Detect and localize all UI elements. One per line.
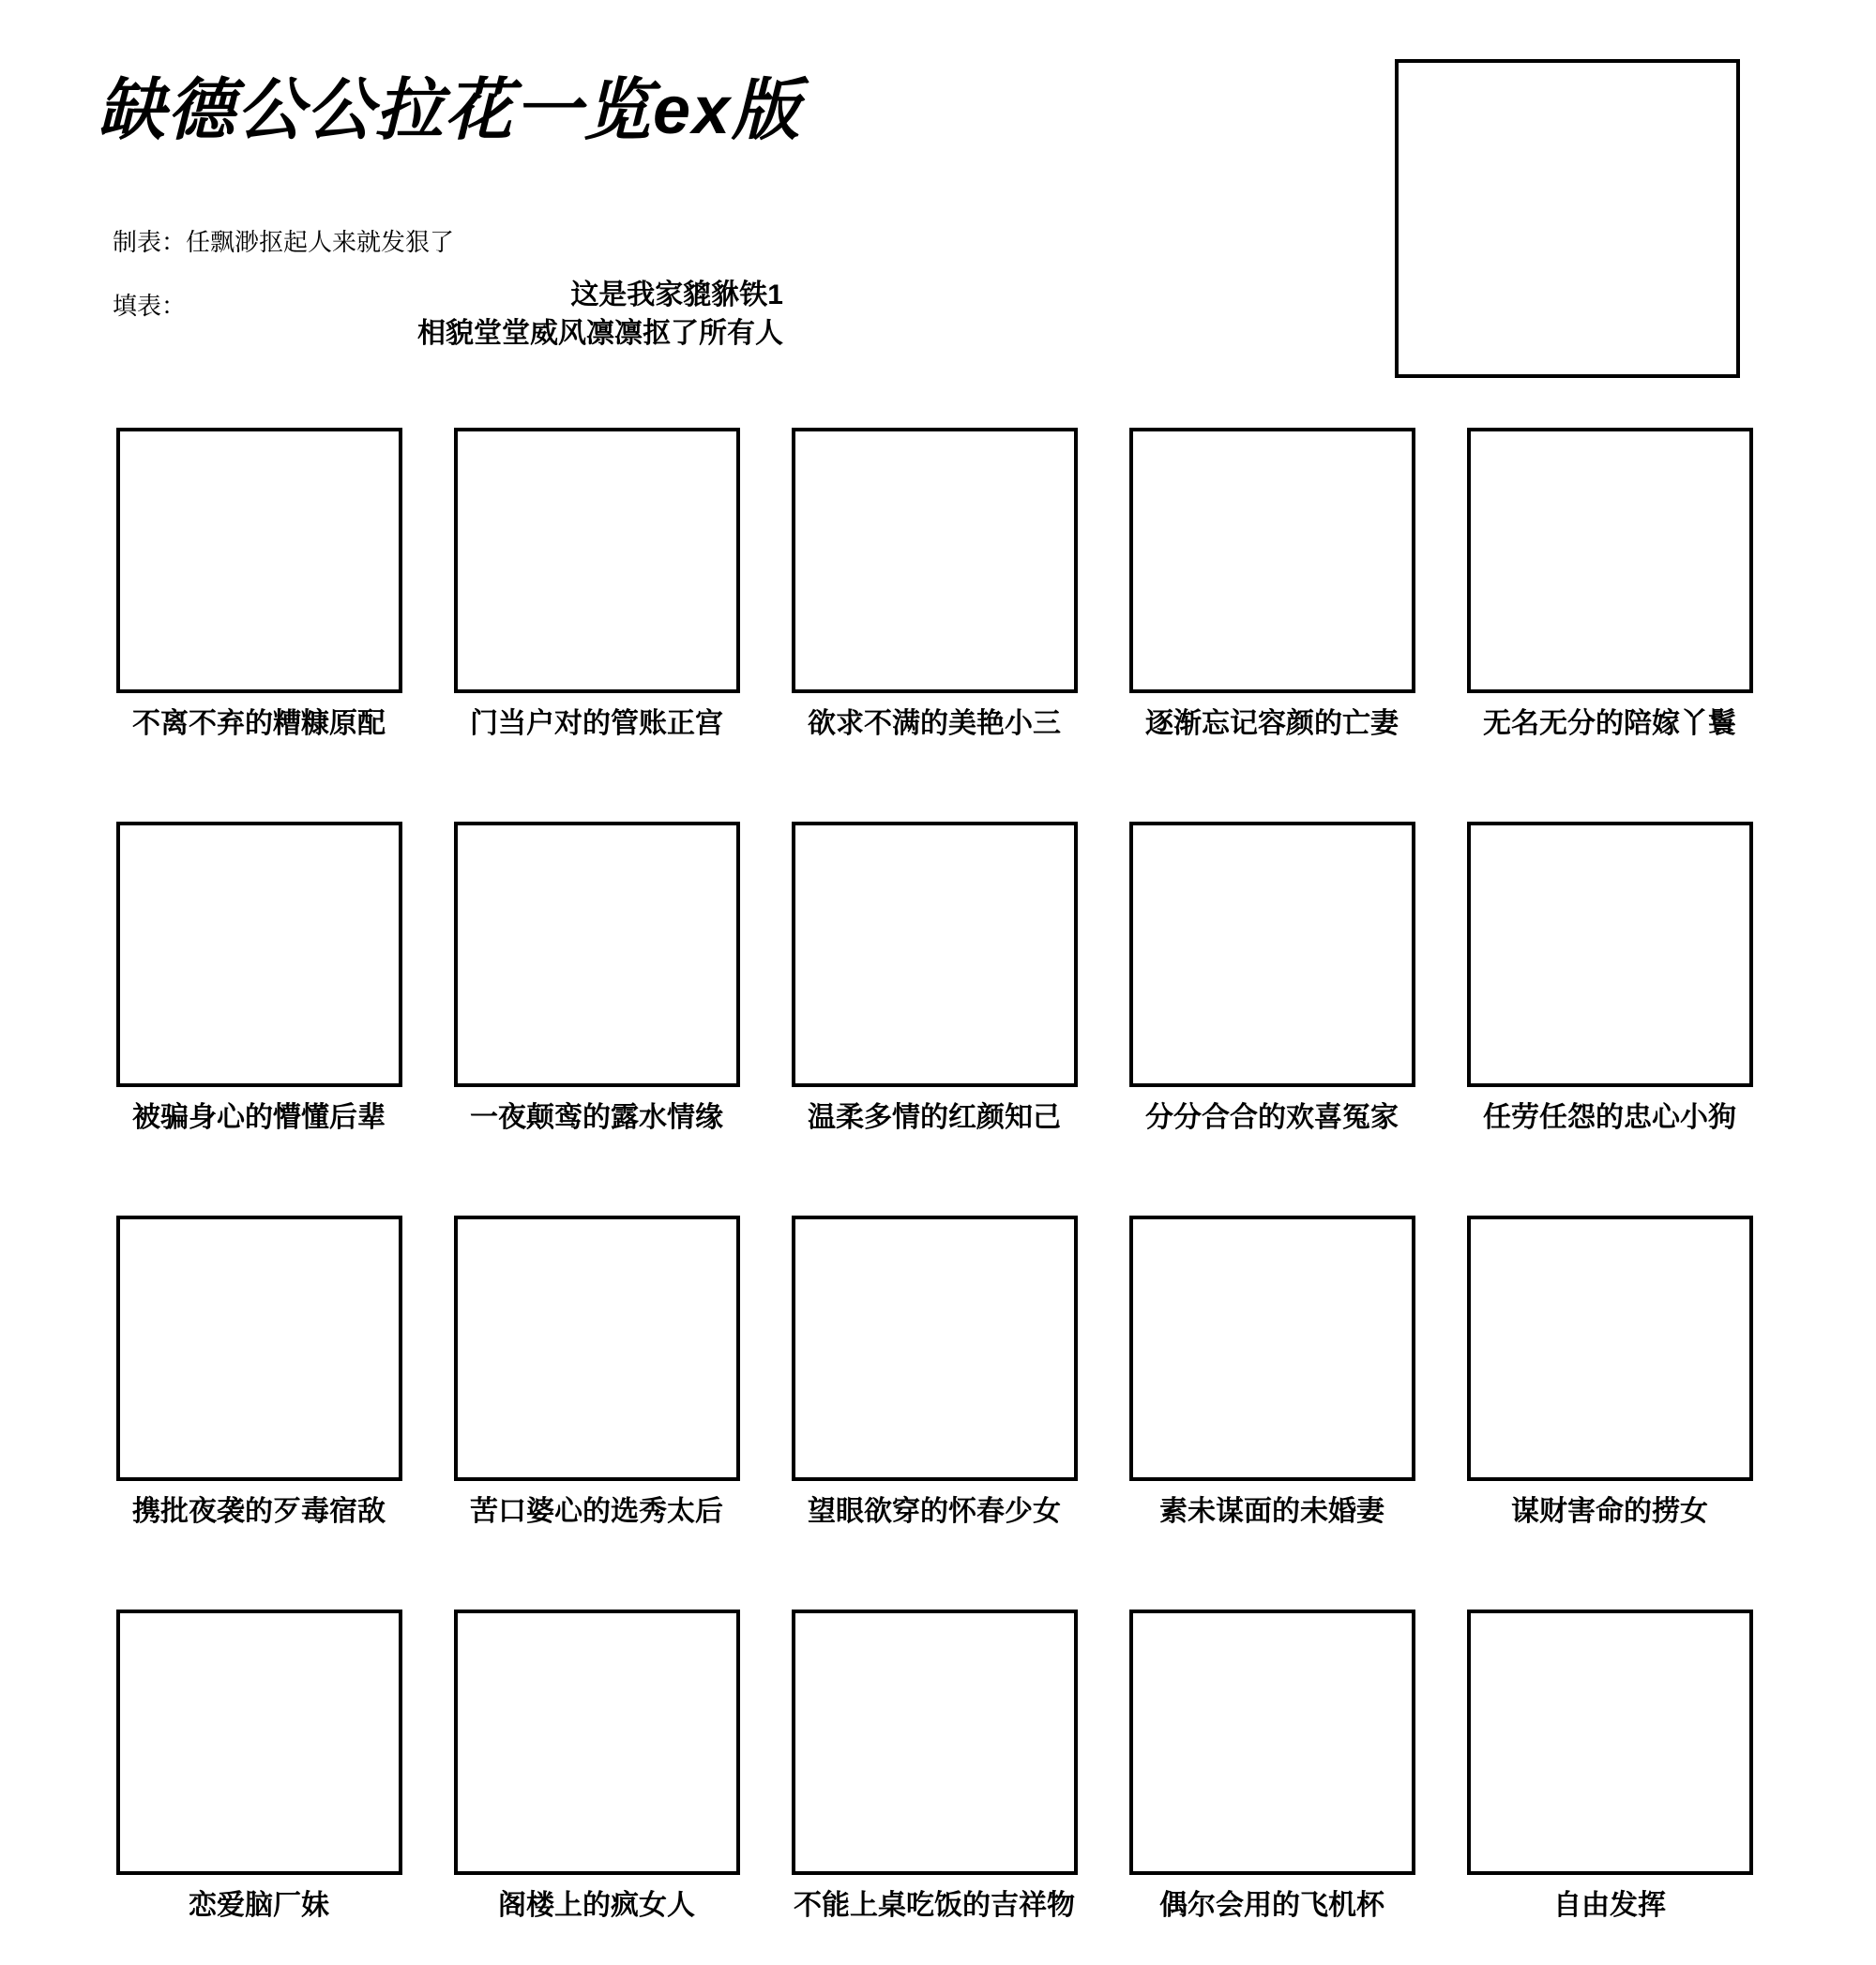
grid-row — [90, 822, 1778, 1133]
owner-caption-line-1: 这是我家貔貅铁1 — [570, 280, 783, 310]
grid-cell — [1103, 1610, 1441, 1921]
grid-row — [90, 428, 1778, 739]
cell-label: 一夜颠鸾的露水情缘 — [470, 1102, 723, 1133]
cell-label: 谋财害命的捞女 — [1511, 1496, 1708, 1527]
cell-label: 偶尔会用的飞机杯 — [1159, 1890, 1384, 1921]
image-slot[interactable] — [116, 822, 402, 1087]
row-spacer — [90, 1527, 1778, 1610]
cell-label: 不离不弃的糟糠原配 — [132, 708, 386, 739]
row-spacer — [90, 1133, 1778, 1216]
grid-cell — [1441, 428, 1778, 739]
grid-cell — [428, 822, 765, 1133]
grid-row — [90, 1216, 1778, 1527]
image-slot[interactable] — [1467, 822, 1753, 1087]
grid-cell — [1441, 822, 1778, 1133]
category-grid — [90, 428, 1778, 1921]
image-slot[interactable] — [792, 822, 1078, 1087]
image-slot[interactable] — [1467, 428, 1753, 693]
cell-label: 被骗身心的懵懂后辈 — [132, 1102, 386, 1133]
cell-label: 自由发挥 — [1553, 1890, 1666, 1921]
cell-label: 温柔多情的红颜知己 — [808, 1102, 1061, 1133]
grid-cell — [428, 1610, 765, 1921]
image-slot[interactable] — [1129, 428, 1415, 693]
cell-label: 携批夜袭的歹毒宿敌 — [132, 1496, 386, 1527]
grid-cell — [765, 1216, 1103, 1527]
image-slot[interactable] — [454, 1216, 740, 1481]
cell-label: 苦口婆心的选秀太后 — [470, 1496, 723, 1527]
image-slot[interactable] — [792, 1610, 1078, 1875]
image-slot[interactable] — [116, 1610, 402, 1875]
cell-label: 任劳任怨的忠心小狗 — [1483, 1102, 1736, 1133]
cell-label: 恋爱脑厂妹 — [189, 1890, 329, 1921]
image-slot[interactable] — [1129, 1216, 1415, 1481]
row-spacer — [90, 739, 1778, 822]
cell-label: 无名无分的陪嫁丫鬟 — [1483, 708, 1736, 739]
image-slot[interactable] — [792, 428, 1078, 693]
image-slot[interactable] — [116, 428, 402, 693]
filler-credit: 填表： — [113, 292, 187, 320]
grid-cell — [90, 822, 428, 1133]
image-slot[interactable] — [1467, 1610, 1753, 1875]
grid-cell — [1441, 1216, 1778, 1527]
image-slot[interactable] — [116, 1216, 402, 1481]
header — [0, 0, 1876, 403]
grid-cell — [1103, 822, 1441, 1133]
grid-cell — [90, 1610, 428, 1921]
image-slot[interactable] — [454, 1610, 740, 1875]
grid-row — [90, 1610, 1778, 1921]
grid-cell — [1103, 1216, 1441, 1527]
grid-cell — [1103, 428, 1441, 739]
owner-caption — [295, 277, 783, 353]
grid-cell — [90, 428, 428, 739]
owner-caption-line-2: 相貌堂堂威风凛凛抠了所有人 — [417, 317, 783, 349]
avatar-image-slot[interactable] — [1395, 59, 1740, 378]
grid-cell — [765, 428, 1103, 739]
grid-cell — [765, 822, 1103, 1133]
cell-label: 门当户对的管账正宫 — [470, 708, 723, 739]
image-slot[interactable] — [1129, 1610, 1415, 1875]
image-slot[interactable] — [454, 428, 740, 693]
image-slot[interactable] — [792, 1216, 1078, 1481]
image-slot[interactable] — [1467, 1216, 1753, 1481]
grid-cell — [428, 1216, 765, 1527]
cell-label: 逐渐忘记容颜的亡妻 — [1145, 708, 1399, 739]
author-credit: 制表：任飘渺抠起人来就发狠了 — [113, 228, 455, 256]
cell-label: 欲求不满的美艳小三 — [808, 708, 1061, 739]
cell-label: 阁楼上的疯女人 — [498, 1890, 695, 1921]
grid-cell — [765, 1610, 1103, 1921]
grid-cell — [428, 428, 765, 739]
grid-cell — [90, 1216, 428, 1527]
image-slot[interactable] — [454, 822, 740, 1087]
cell-label: 分分合合的欢喜冤家 — [1145, 1102, 1399, 1133]
cell-label: 不能上桌吃饭的吉祥物 — [794, 1890, 1075, 1921]
image-slot[interactable] — [1129, 822, 1415, 1087]
cell-label: 素未谋面的未婚妻 — [1159, 1496, 1384, 1527]
cell-label: 望眼欲穿的怀春少女 — [808, 1496, 1061, 1527]
page-title: 缺德公公拉花一览ex版 — [98, 73, 802, 148]
grid-cell — [1441, 1610, 1778, 1921]
